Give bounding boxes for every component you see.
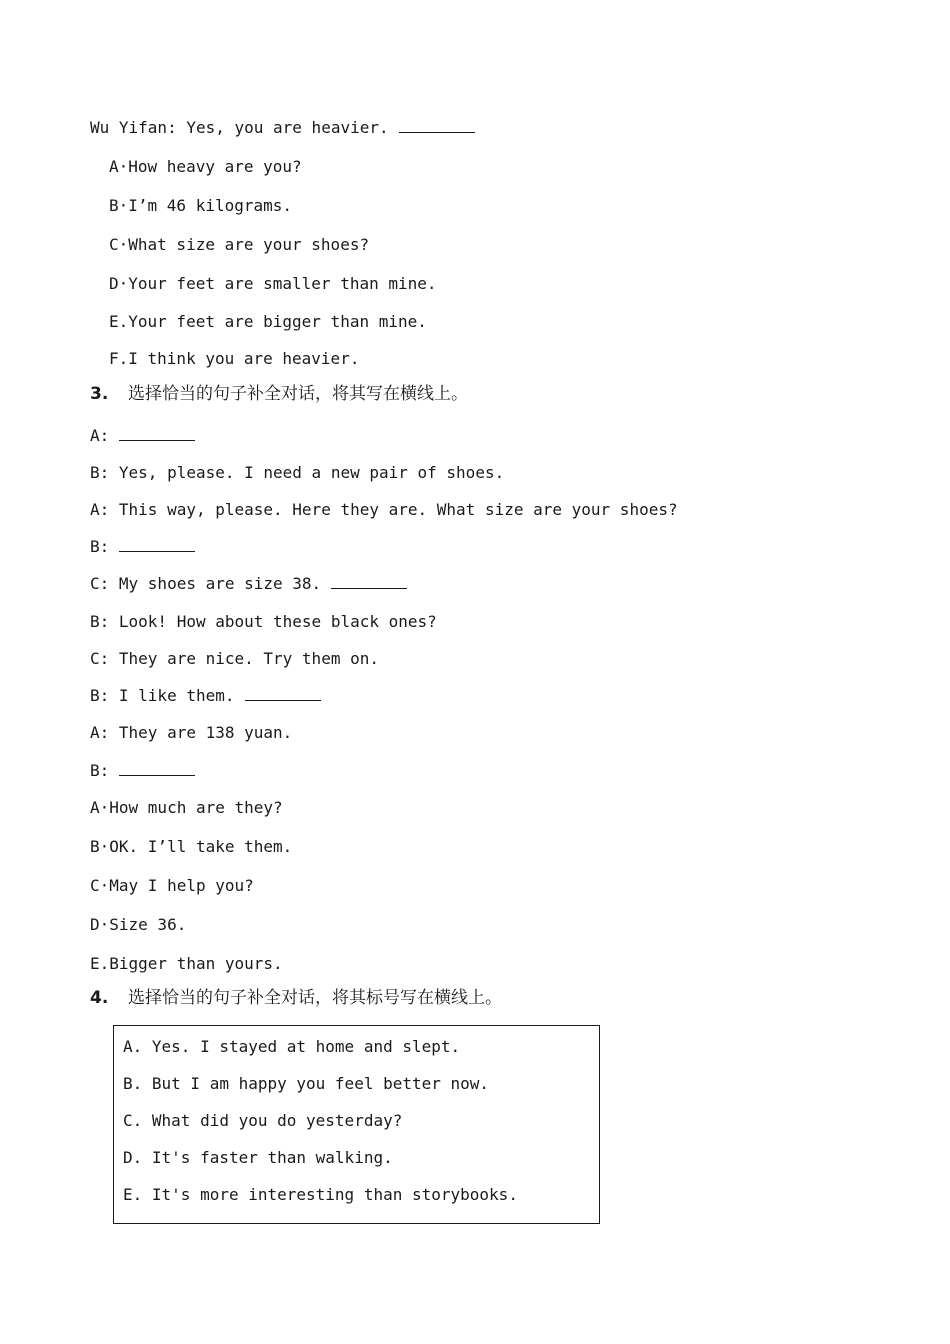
box-option-item: C. What did you do yesterday? [123, 1111, 403, 1130]
option-item: D·Your feet are smaller than mine. [109, 274, 437, 293]
answer-blank[interactable] [331, 573, 407, 589]
dialogue-line: A: [90, 425, 195, 447]
answer-blank[interactable] [119, 425, 195, 441]
dialogue-line: B: Yes, please. I need a new pair of shoes. [90, 463, 505, 482]
option-item: B·I’m 46 kilograms. [109, 196, 293, 215]
option-item: B·OK. I’ll take them. [90, 837, 293, 856]
option-item: C·What size are your shoes? [109, 235, 370, 254]
dialogue-line: B: [90, 760, 195, 782]
option-item: F.I think you are heavier. [109, 349, 360, 368]
options-box [113, 1025, 600, 1224]
dialogue-line: C: They are nice. Try them on. [90, 649, 379, 668]
question-3-heading [90, 382, 468, 406]
dialogue-line: B: Look! How about these black ones? [90, 612, 437, 631]
question-instruction: 选择恰当的句子补全对话，将其标号写在横线上。 [128, 988, 502, 1008]
box-option-item: E. It's more interesting than storybooks. [123, 1185, 518, 1204]
answer-blank[interactable] [119, 760, 195, 776]
box-option-item: A. Yes. I stayed at home and slept. [123, 1037, 461, 1056]
answer-blank[interactable] [399, 117, 475, 133]
dialogue-line: A: They are 138 yuan. [90, 723, 293, 742]
dialogue-line: B: I like them. [90, 685, 321, 707]
dialogue-line: A: This way, please. Here they are. What size are your shoes? [90, 500, 678, 519]
option-item: E.Bigger than yours. [90, 954, 283, 973]
answer-blank[interactable] [119, 536, 195, 552]
option-item: D·Size 36. [90, 915, 187, 934]
question-number: 3. [90, 384, 109, 404]
answer-blank[interactable] [245, 685, 321, 701]
option-item: A·How much are they? [90, 798, 283, 817]
dialogue-line: Wu Yifan: Yes, you are heavier. [90, 117, 475, 139]
question-number: 4. [90, 988, 109, 1008]
dialogue-line: C: My shoes are size 38. [90, 573, 407, 595]
option-item: E.Your feet are bigger than mine. [109, 312, 427, 331]
box-option-item: D. It's faster than walking. [123, 1148, 393, 1167]
option-item: C·May I help you? [90, 876, 254, 895]
box-option-item: B. But I am happy you feel better now. [123, 1074, 490, 1093]
question-instruction: 选择恰当的句子补全对话，将其写在横线上。 [128, 384, 468, 404]
dialogue-line: B: [90, 536, 195, 558]
question-4-heading [90, 986, 502, 1010]
option-item: A·How heavy are you? [109, 157, 302, 176]
